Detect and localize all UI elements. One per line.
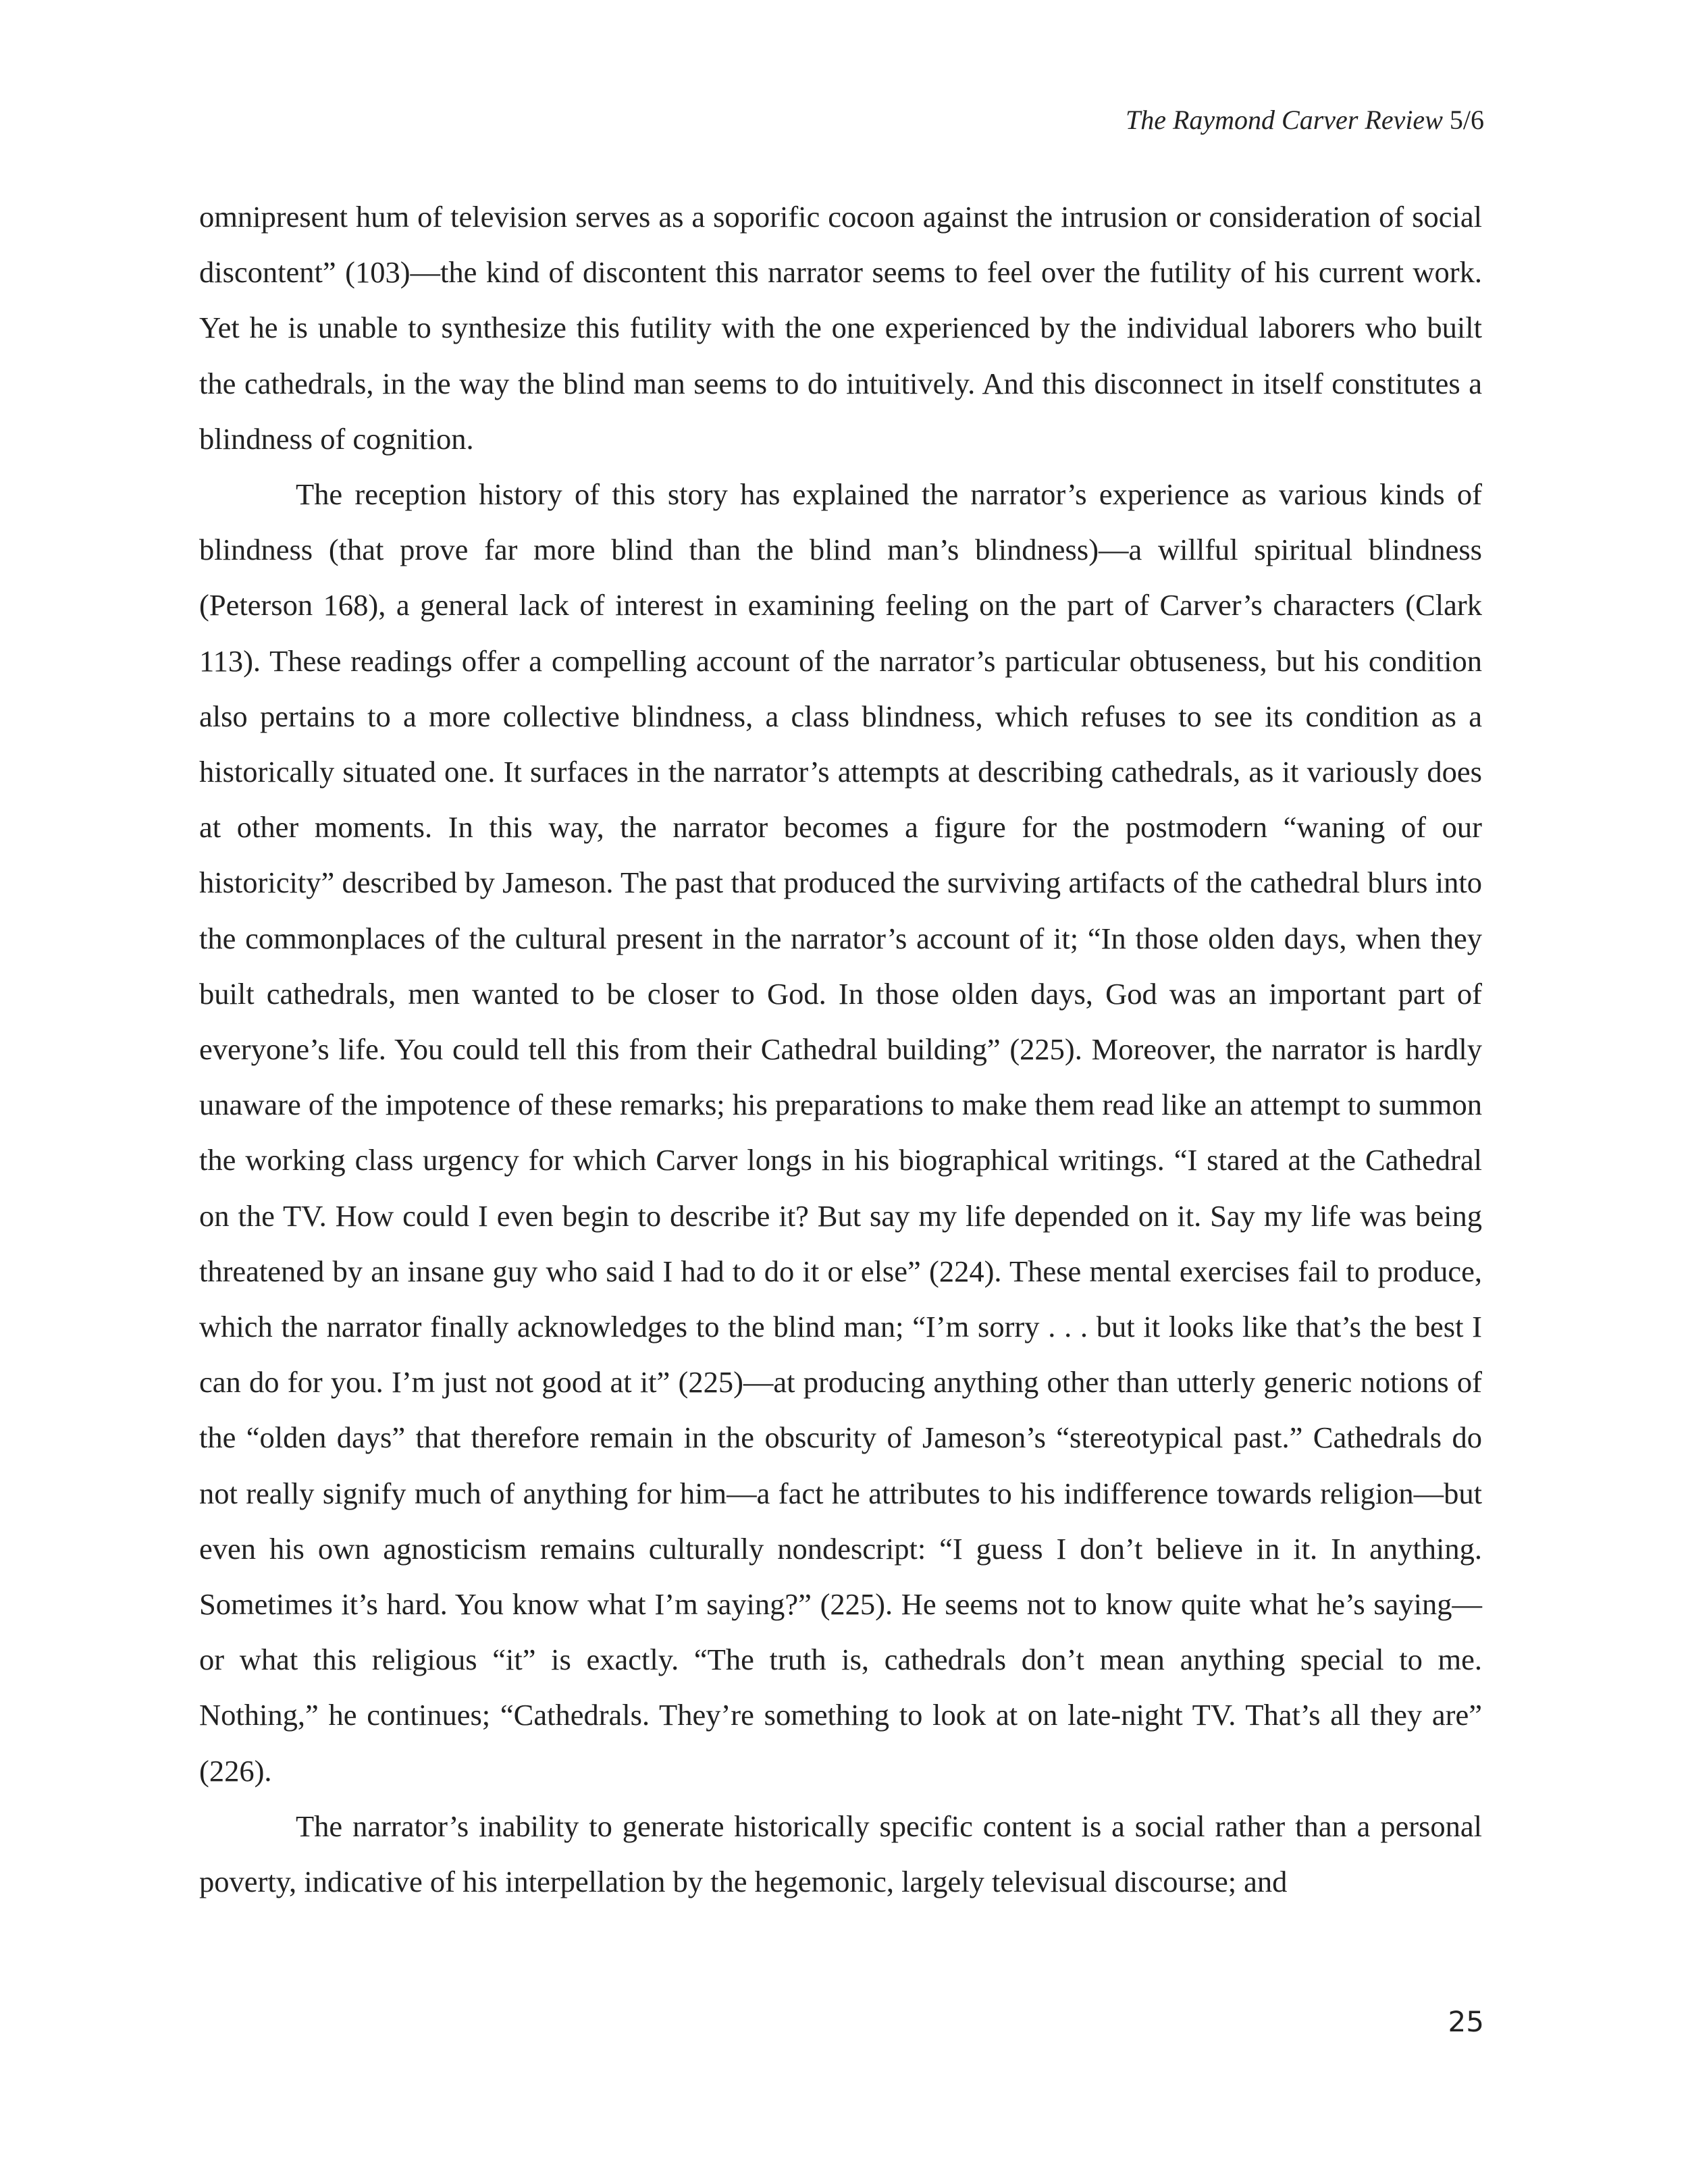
issue-number: 5/6 <box>1449 105 1484 135</box>
page-number: 25 <box>1448 2005 1484 2038</box>
paragraph-continued: omnipresent hum of television serves as a soporific cocoon against the intrusion or consideration of social discontent” (103)—the kind of discontent this narrator seems to feel over the futility of his current work. Yet he is unable to synthesize this futility with the one experienced by the individual laborers who built the cathedrals, in the way the blind man seems to do intuitively. And this disconnect in itself constitutes a blindness of cognition. <box>199 200 1482 456</box>
paragraph-reception-history: The reception history of this story has explained the narrator’s experience as various kinds of blindness (that prove far more blind than the blind man’s blindness)—a willful spiritual blindness (Peterson 168), a general lack of interest in examining feeling on the part of Carver’s characters (Clark 113). These readings offer a compelling account of the narrator’s particular obtuseness, but his condition also pertains to a more collective blindness, a class blindness, which refuses to see its condition as a historically situated one. It surfaces in the narrator’s attempts at describing cathedrals, as it variously does at other moments. In this way, the narrator becomes a figure for the postmodern “waning of our historicity” described by Jameson. The past that produced the surviving artifacts of the cathedral blurs into the commonplaces of the cultural present in the narrator’s account of it; “In those olden days, when they built cathedrals, men wanted to be closer to God. In those olden days, God was an important part of everyone’s life. You could tell this from their Cathedral building” (225). Moreover, the narrator is hardly unaware of the impotence of these remarks; his preparations to make them read like an attempt to summon the working class urgency for which Carver longs in his biographical writings. “I stared at the Cathedral on the TV. How could I even begin to describe it? But say my life depended on it. Say my life was being threatened by an insane guy who said I had to do it or else” (224). These mental exercises fail to produce, which the narrator finally acknowledges to the blind man; “I’m sorry . . . but it looks like that’s the best I can do for you. I’m just not good at it” (225)—at producing anything other than utterly generic notions of the “olden days” that therefore remain in the obscurity of Jameson’s “stereotypical past.” Cathedrals do not really signify much of anything for him—a fact he attributes to his indifference towards religion—but even his own agnosticism remains culturally nondescript: “I guess I don’t believe in it. In anything. Sometimes it’s hard. You know what I’m saying?” (225). He seems not to know quite what he’s saying—or what this religious “it” is exactly. “The truth is, cathedrals don’t mean anything special to me. Nothing,” he continues; “Cathedrals. They’re something to look at on late-night TV. That’s all they are” (226). <box>199 477 1482 1788</box>
running-header <box>1126 100 1484 140</box>
journal-title: The Raymond Carver Review <box>1125 105 1443 135</box>
article-body <box>199 189 1482 1909</box>
paragraph-narrator-inability: The narrator’s inability to generate historically specific content is a social rather than a personal poverty, indicative of his interpellation by the hegemonic, largely televisual discourse; and <box>199 1809 1482 1899</box>
